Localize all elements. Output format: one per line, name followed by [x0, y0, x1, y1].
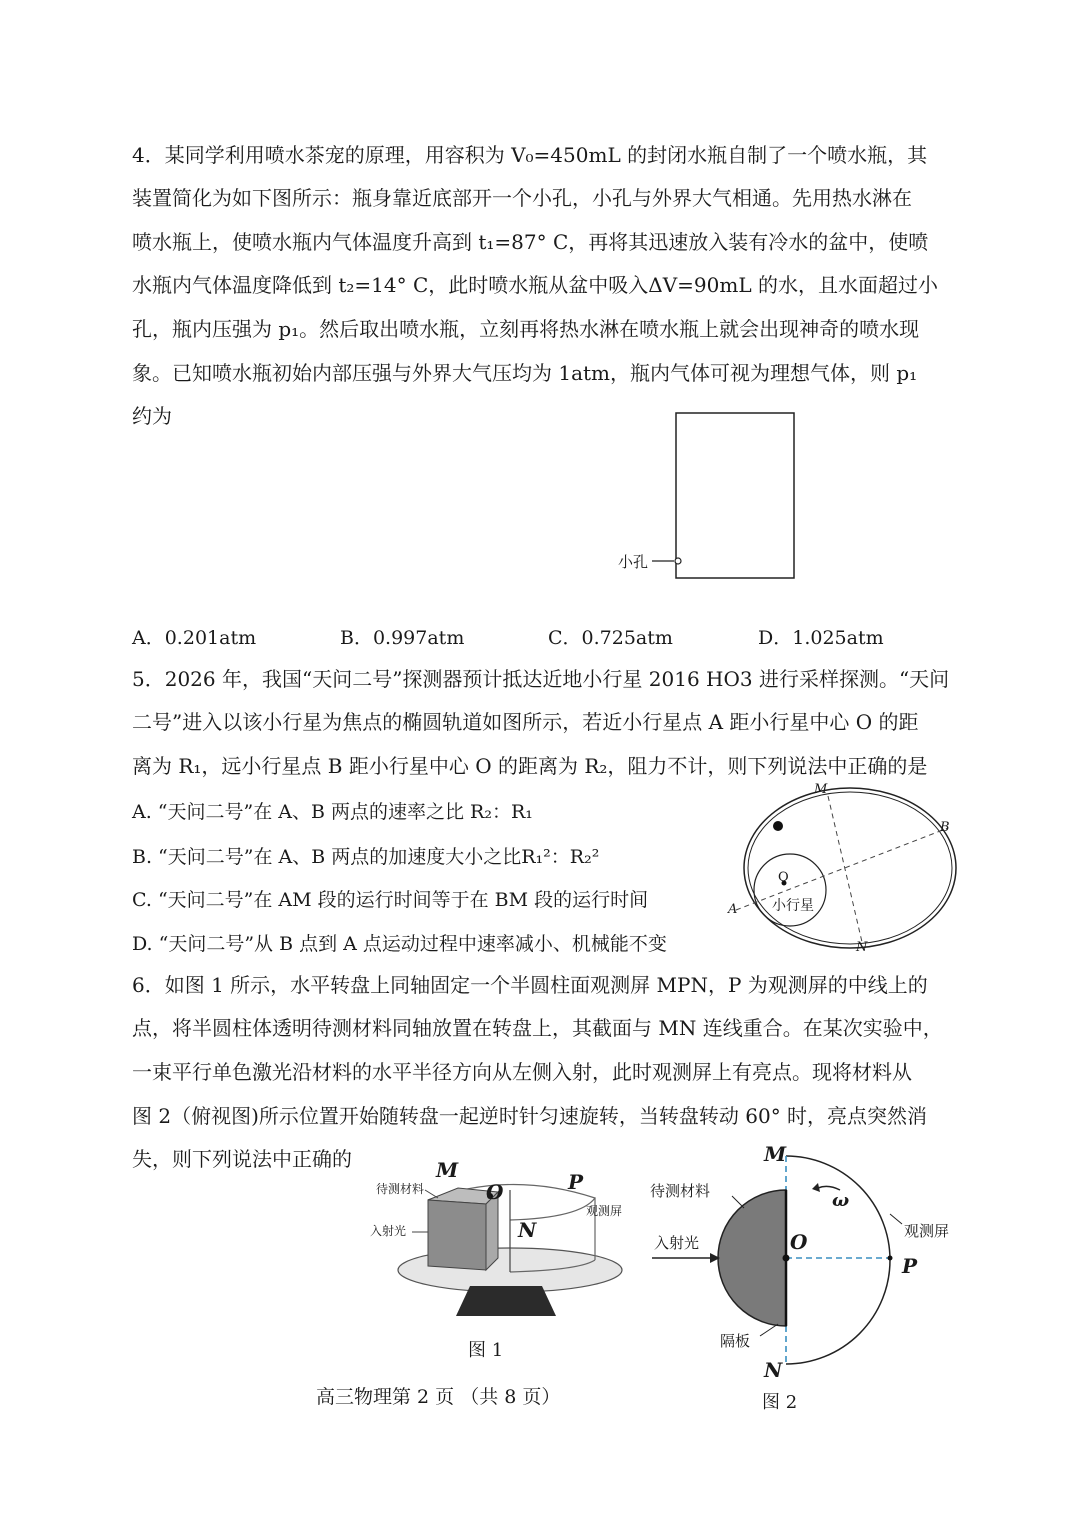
fig2-label-p: P — [902, 1254, 918, 1278]
figure-1 — [370, 1160, 640, 1360]
fig2-label-m: M — [764, 1142, 787, 1166]
fig1-caption: 图 1 — [468, 1340, 504, 1361]
q6-line-4: 图 2（俯视图)所示位置开始随转盘一起逆时针匀速旋转，当转盘转动 60° 时，亮点突然消 — [132, 1104, 928, 1128]
label-a: A — [728, 902, 738, 917]
label-b: B — [940, 820, 950, 835]
orbit-ellipse — [744, 788, 956, 948]
fig1-material-label: 待测材料 — [376, 1182, 425, 1196]
material-side — [428, 1200, 486, 1270]
hole-label: 小孔 — [618, 553, 649, 571]
q4-option-c: C．0.725atm — [548, 627, 673, 649]
orbit-ellipse-inner — [748, 792, 952, 944]
fig2-label-o: O — [790, 1230, 808, 1254]
q5-line-1: 5．2026 年，我国“天问二号”探测器预计抵达近地小行星 2016 HO3 进行采样探测。“天问 — [132, 667, 950, 691]
q5-line-2: 二号”进入以该小行星为焦点的椭圆轨道如图所示，若近小行星点 A 距小行星中心 O 的距 — [132, 710, 919, 734]
q5-line-3: 离为 R₁，远小行星点 B 距小行星中心 O 的距离为 R₂，阻力不计，则下列说法中正确的是 — [132, 754, 928, 778]
hole — [675, 558, 681, 564]
asteroid-circle — [754, 854, 826, 926]
bottle-figure — [610, 405, 810, 590]
q4-option-a: A．0.201atm — [132, 627, 257, 649]
q4-line-1: 4．某同学利用喷水茶宠的原理，用容积为 V₀=450mL 的封闭水瓶自制了一个喷水瓶，其 — [132, 143, 928, 167]
fig2-label-omega: ω — [832, 1190, 850, 1211]
fig1-label-p: P — [568, 1170, 584, 1194]
bottle-body — [676, 413, 794, 578]
point-p — [888, 1256, 893, 1261]
rotation-arrowhead — [812, 1183, 820, 1192]
center-o — [783, 1255, 790, 1262]
q5-option-c: C. “天问二号”在 AM 段的运行时间等于在 BM 段的运行时间 — [132, 889, 649, 911]
q6-line-1: 6．如图 1 所示，水平转盘上同轴固定一个半圆柱面观测屏 MPN，P 为观测屏的中线上的 — [132, 973, 928, 997]
stand — [456, 1286, 556, 1316]
q4-line-4: 水瓶内气体温度降低到 t₂=14° C，此时喷水瓶从盆中吸入ΔV=90mL 的水，且水面超过小 — [132, 273, 938, 297]
fig2-baffle-label: 隔板 — [720, 1332, 751, 1350]
orbit-figure — [720, 780, 960, 960]
label-n: N — [856, 940, 868, 955]
fig1-label-o: O — [486, 1180, 504, 1204]
fig2-label-n: N — [764, 1358, 783, 1382]
q4-line-7: 约为 — [132, 404, 172, 428]
q6-line-2: 点，将半圆柱体透明待测材料同轴放置在转盘上，其截面与 MN 连线重合。在某次实验中， — [132, 1016, 943, 1040]
probe-dot — [773, 821, 783, 831]
q4-line-5: 孔，瓶内压强为 p₁。然后取出喷水瓶，立刻再将热水淋在喷水瓶上就会出现神奇的喷水现 — [132, 317, 920, 341]
fig2-incident-label: 入射光 — [654, 1234, 700, 1252]
major-axis — [736, 828, 948, 910]
fig1-incident-label: 入射光 — [370, 1224, 407, 1238]
fig1-screen-label: 观测屏 — [586, 1204, 623, 1218]
fig2-material-label: 待测材料 — [650, 1182, 711, 1200]
q4-option-b: B．0.997atm — [340, 627, 465, 649]
fig2-caption: 图 2 — [762, 1392, 798, 1413]
minor-axis — [828, 796, 862, 942]
label-m: M — [814, 782, 828, 797]
q5-option-d: D. “天问二号”从 B 点到 A 点运动过程中速率减小、机械能不变 — [132, 933, 667, 955]
material-pointer-2 — [732, 1196, 744, 1208]
figure-2 — [640, 1140, 970, 1420]
q5-option-a: A. “天问二号”在 A、B 两点的速率之比 R₂：R₁ — [132, 801, 533, 823]
q4-option-d: D．1.025atm — [758, 627, 884, 649]
page-footer: 高三物理第 2 页 （共 8 页） — [316, 1386, 561, 1408]
q4-line-2: 装置简化为如下图所示：瓶身靠近底部开一个小孔，小孔与外界大气相通。先用热水淋在 — [132, 186, 912, 210]
label-o: O — [778, 870, 789, 885]
screen-pointer-2 — [890, 1214, 902, 1224]
q6-line-5: 失，则下列说法中正确的 — [132, 1147, 352, 1171]
q6-line-3: 一束平行单色激光沿材料的水平半径方向从左侧入射，此时观测屏上有亮点。现将材料从 — [132, 1060, 912, 1084]
fig2-screen-label: 观测屏 — [904, 1222, 950, 1240]
q4-line-6: 象。已知喷水瓶初始内部压强与外界大气压均为 1atm，瓶内气体可视为理想气体，则 p₁ — [132, 361, 918, 385]
baffle-pointer — [760, 1324, 778, 1336]
fig1-label-n: N — [518, 1218, 537, 1242]
q4-line-3: 喷水瓶上，使喷水瓶内气体温度升高到 t₁=87° C，再将其迅速放入装有冷水的盆中，使喷 — [132, 230, 929, 254]
fig1-label-m: M — [436, 1158, 459, 1182]
material-pointer — [425, 1190, 438, 1198]
screen-arc — [786, 1156, 890, 1364]
q5-option-b: B. “天问二号”在 A、B 两点的加速度大小之比R₁²：R₂² — [132, 846, 600, 868]
label-asteroid: 小行星 — [772, 898, 814, 914]
material-half-disk — [718, 1190, 786, 1326]
